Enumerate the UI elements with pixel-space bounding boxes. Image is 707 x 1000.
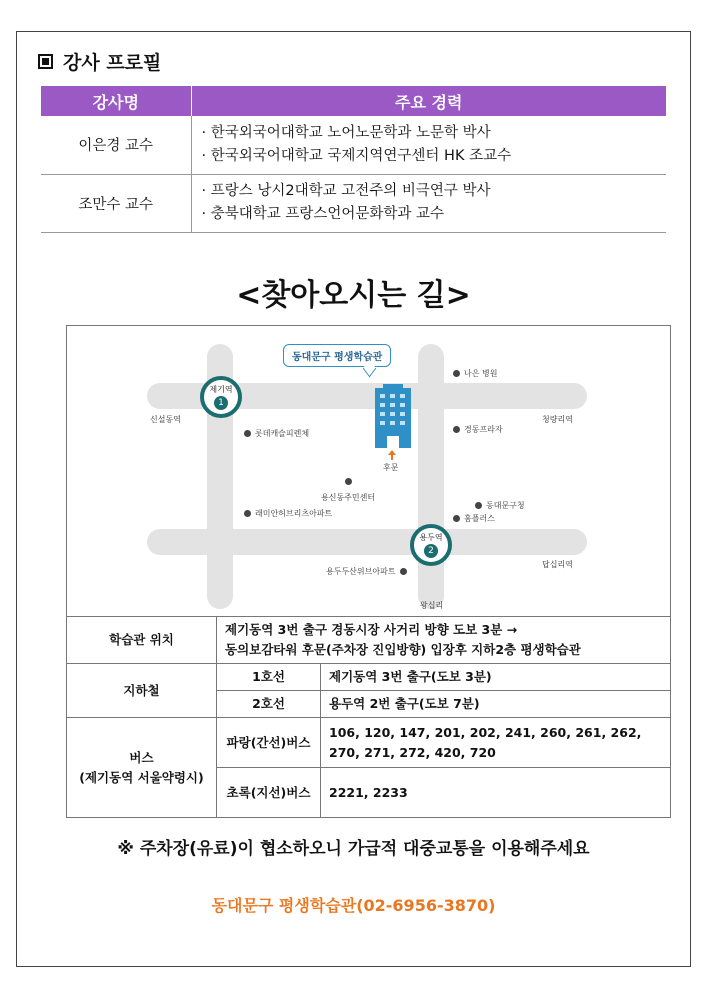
road-vertical-right [418, 344, 444, 609]
bus-type: 파랑(간선)버스 [217, 718, 321, 768]
bus-numbers-line: 106, 120, 147, 201, 202, 241, 260, 261, 262, [329, 724, 642, 740]
contact-info: 동대문구 평생학습관(02-6956-3870) [211, 896, 496, 915]
career-item: · 한국외국어대학교 국제지역연구센터 HK 조교수 [201, 147, 512, 164]
location-line: 제기동역 3번 출구 경동시장 사거리 방향 도보 3분 → [225, 622, 518, 637]
map-label: 후문 [383, 463, 399, 472]
map-label: 동대문구청 [486, 501, 525, 510]
map-label: 왕십리 [420, 601, 444, 610]
location-dot-icon [453, 370, 460, 377]
transport-info-table [66, 616, 671, 818]
map-label: 경동프라자 [464, 425, 503, 434]
bus-numbers [321, 768, 671, 818]
directions-title: <찾아오시는 길> [236, 278, 471, 313]
location-line: 동의보감타워 후문(주차장 진입방향) 입장후 지하2층 평생학습관 [225, 642, 581, 657]
instructor-name: 이은경 교수 [41, 116, 191, 174]
line-2-icon: 2 [424, 544, 438, 558]
career-item: · 프랑스 낭시2대학교 고전주의 비극연구 박사 [201, 183, 491, 199]
table-row [67, 664, 671, 691]
map-label: 용두두산위브아파트 [326, 567, 396, 576]
subway-line: 2호선 [217, 691, 321, 718]
map-label: 신설동역 [150, 415, 181, 424]
map-label: 청량리역 [542, 415, 573, 424]
career-list [191, 174, 666, 232]
table-row [67, 617, 671, 664]
location-dot-icon [475, 502, 482, 509]
location-dot-icon [400, 568, 407, 575]
instructor-name: 조만수 교수 [41, 174, 191, 232]
row-label: 학습관 위치 [67, 617, 217, 664]
location-dot-icon [345, 478, 352, 485]
table-header-row [41, 86, 666, 116]
location-dot-icon [453, 515, 460, 522]
table-row [67, 718, 671, 768]
station-name: 용두역 [419, 533, 443, 542]
profile-title: 강사 프로필 [63, 52, 162, 74]
map-label: 용신동주민센터 [321, 493, 376, 502]
map-label: 래미안허브리츠아파트 [255, 509, 333, 518]
location-dot-icon [453, 426, 460, 433]
location-dot-icon [244, 510, 251, 517]
bus-type: 초록(지선)버스 [217, 768, 321, 818]
station-jegi [200, 376, 242, 418]
location-dot-icon [244, 430, 251, 437]
header-name: 강사명 [41, 86, 191, 116]
map-label: 롯데캐슬피렌체 [255, 429, 310, 438]
header-career: 주요 경력 [191, 86, 666, 116]
building-icon [373, 382, 413, 448]
instructor-profile-table [41, 86, 666, 233]
map-label: 답십리역 [542, 560, 573, 569]
bus-numbers-line: 2221, 2233 [329, 784, 408, 800]
bus-numbers [321, 718, 671, 768]
bus-label-cell [67, 718, 217, 818]
map-label: 홈플러스 [464, 514, 495, 523]
station-name: 제기역 [209, 385, 233, 394]
map-label: 나은 병원 [464, 369, 498, 378]
station-yongdu [410, 524, 452, 566]
bus-numbers-line: 270, 271, 272, 420, 720 [329, 744, 496, 760]
parking-notice: ※ 주차장(유료)이 협소하오니 가급적 대중교통을 이용해주세요 [117, 839, 590, 859]
career-item: · 충북대학교 프랑스언어문화학과 교수 [201, 206, 445, 222]
subway-desc: 용두역 2번 출구(도보 7분) [321, 691, 671, 718]
location-map [66, 325, 671, 617]
building-callout: 동대문구 평생학습관 [283, 344, 391, 367]
row-label: 지하철 [67, 664, 217, 718]
row-sublabel: (제기동역 서울약령시) [79, 769, 204, 785]
table-row [41, 174, 666, 232]
line-1-icon: 1 [214, 396, 228, 410]
arrow-up-icon [388, 450, 396, 460]
section-title [38, 48, 161, 75]
subway-line: 1호선 [217, 664, 321, 691]
career-item: · 한국외국어대학교 노어노문학과 노문학 박사 [201, 124, 491, 141]
location-description [217, 617, 671, 664]
table-row [41, 116, 666, 174]
career-list [191, 116, 666, 174]
square-bullet-icon [38, 54, 53, 69]
subway-desc: 제기동역 3번 출구(도보 3분) [321, 664, 671, 691]
row-label: 버스 [129, 749, 154, 765]
